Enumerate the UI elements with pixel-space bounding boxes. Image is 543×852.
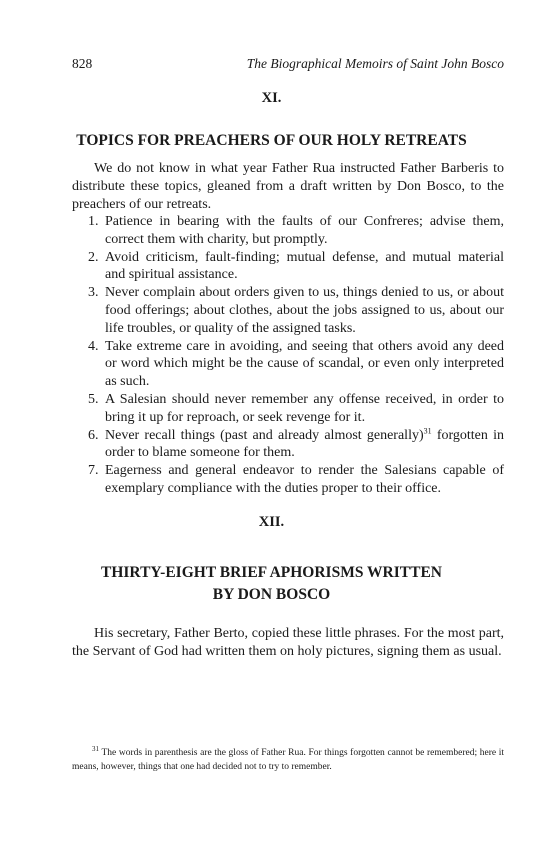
list-item [88,249,504,285]
list-item-text: Avoid criticism, fault-finding; mutual defense, and mutual material and spiritual assistance. [105,249,504,283]
footnote-number: 31 [92,744,99,753]
footnote-text: The words in parenthesis are the gloss of Father Rua. For things forgotten cannot be remembered; here it means, however, things that one had decided not to try to remember. [72,748,504,772]
footnote [72,746,504,774]
section-number-xi: XI. [261,90,282,106]
list-item-text-after-note: forgotten in order to blame someone for them. [105,427,504,461]
section-title-xii-line-2: BY DON BOSCO [212,586,331,603]
list-item-text: Eagerness and general endeavor to render the Salesians capable of exemplary compliance with the duties proper to their office. [105,463,504,496]
section-xii-intro: His secretary, Father Berto, copied these little phrases. For the most part, the Servant of God had written them on holy pictures, signing them as usual. [72,626,504,659]
list-item [88,391,504,427]
list-item [88,462,504,498]
list-item [88,213,504,249]
list-item-text: A Salesian should never remember any offense received, in order to bring it up for reproach, or seek revenge for it. [105,391,504,425]
list-item [88,284,504,337]
list-item-text-before-note: Never recall things (past and already almost generally) [105,427,424,443]
list-item-number: 1. [88,214,99,229]
topics-list [88,213,504,498]
list-item-number: 4. [88,338,99,354]
section-xi-intro: We do not know in what year Father Rua instructed Father Barberis to distribute these topics, gleaned from a draft written by Don Bosco, to the preachers of our retreats. [72,161,504,212]
list-item-number: 6. [88,427,99,443]
list-item-text: Take extreme care in avoiding, and seeing that others avoid any deed or word which might be the cause of scandal, or even only interpreted as such. [105,338,504,390]
section-title-xii-line-1: THIRTY-EIGHT BRIEF APHORISMS WRITTEN [101,564,442,581]
footnote-reference: 31 [423,425,432,435]
list-item-number: 3. [88,285,99,301]
list-item-number: 7. [88,463,99,479]
list-item [88,338,504,391]
section-number-xii: XII. [258,514,285,530]
section-title-xi: TOPICS FOR PREACHERS OF OUR HOLY RETREATS [76,132,467,149]
page-number: 828 [72,56,93,71]
list-item [88,427,504,463]
list-item-text: Patience in bearing with the faults of our Confreres; advise them, correct them with charity, but promptly. [105,214,504,247]
book-title: The Biographical Memoirs of Saint John Bosco [246,56,504,71]
list-item-text: Never complain about orders given to us, things denied to us, or about food offerings; about clothes, about the jobs assigned to us, about our life troubles, or quality of the assigned tasks. [105,285,504,336]
list-item-number: 2. [88,249,99,265]
list-item-number: 5. [88,391,99,407]
